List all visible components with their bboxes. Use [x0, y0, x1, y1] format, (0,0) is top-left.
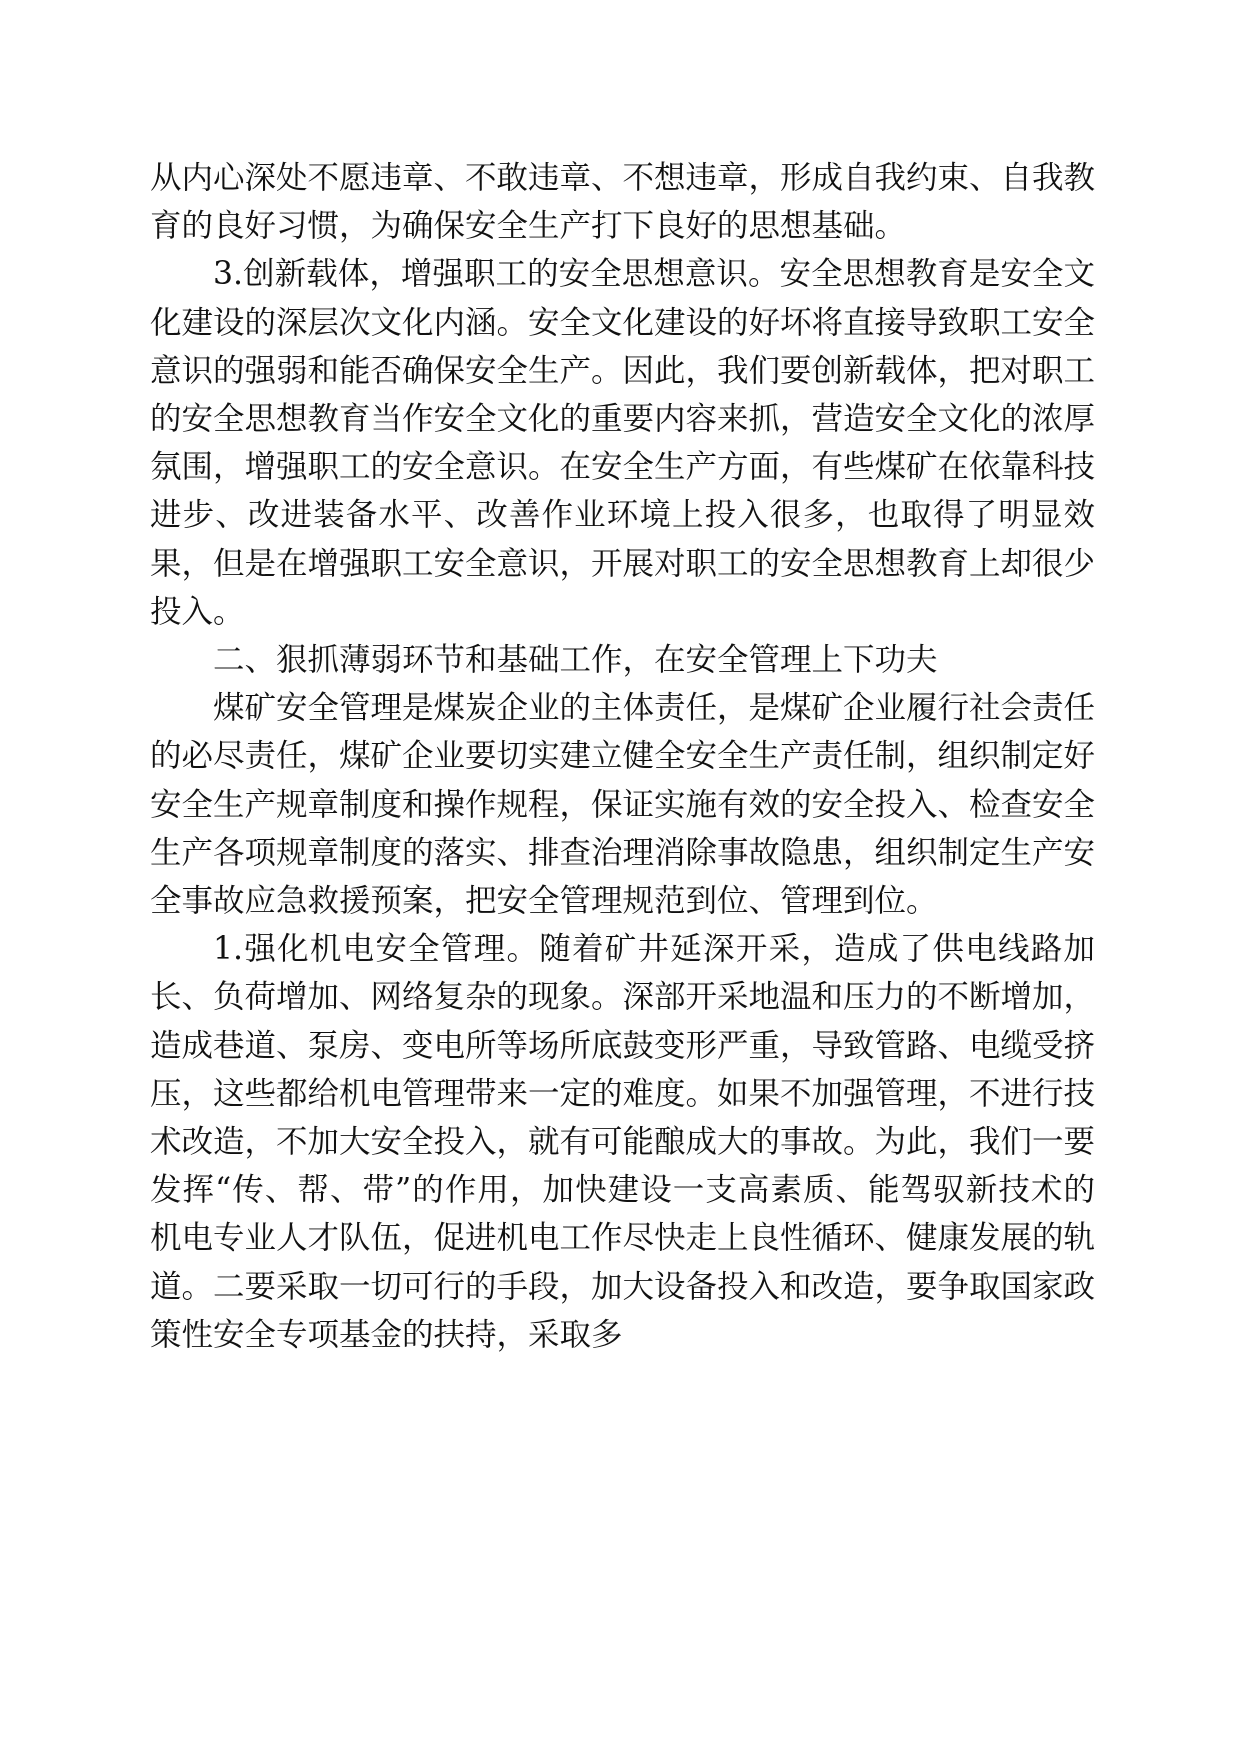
paragraph-innovation-carrier: 3.创新载体，增强职工的安全思想意识。安全思想教育是安全文化建设的深层次文化内涵。安全文化建设的好坏将直接导致职工安全意识的强弱和能否确保安全生产。因此，我们要创新载体，把对职工的安全思想教育当作安全文化的重要内容来抓，营造安全文化的浓厚氛围，增强职工的安全意识。在安全生产方面，有些煤矿在依靠科技进步、改进装备水平、改善作业环境上投入很多，也取得了明显效果，但是在增强职工安全意识，开展对职工的安全思想教育上却很少投入。: [150, 256, 1096, 630]
document-page: [150, 154, 1095, 1359]
section-heading-two: 二、狠抓薄弱环节和基础工作，在安全管理上下功夫: [213, 642, 938, 679]
paragraph-electromechanical: 1.强化机电安全管理。随着矿井延深开采，造成了供电线路加长、负荷增加、网络复杂的现象。深部开采地温和压力的不断增加，造成巷道、泵房、变电所等场所底鼓变形严重，导致管路、电缆受挤压，这些都给机电管理带来一定的难度。如果不加强管理，不进行技术改造，不加大安全投入，就有可能酿成大的事故。为此，我们一要发挥“传、帮、带”的作用，加快建设一支高素质、能驾驭新技术的机电专业人才队伍，促进机电工作尽快走上良性循环、健康发展的轨道。二要采取一切可行的手段，加大设备投入和改造，要争取国家政策性安全专项基金的扶持，采取多: [150, 931, 1096, 1353]
paragraph-safety-management: 煤矿安全管理是煤炭企业的主体责任，是煤矿企业履行社会责任的必尽责任，煤矿企业要切实建立健全安全生产责任制，组织制定好安全生产规章制度和操作规程，保证实施有效的安全投入、检查安全生产各项规章制度的落实、排查治理消除事故隐患，组织制定生产安全事故应急救援预案，把安全管理规范到位、管理到位。: [150, 690, 1096, 920]
paragraph-continuation: 从内心深处不愿违章、不敢违章、不想违章，形成自我约束、自我教育的良好习惯，为确保安全生产打下良好的思想基础。: [150, 160, 1096, 245]
